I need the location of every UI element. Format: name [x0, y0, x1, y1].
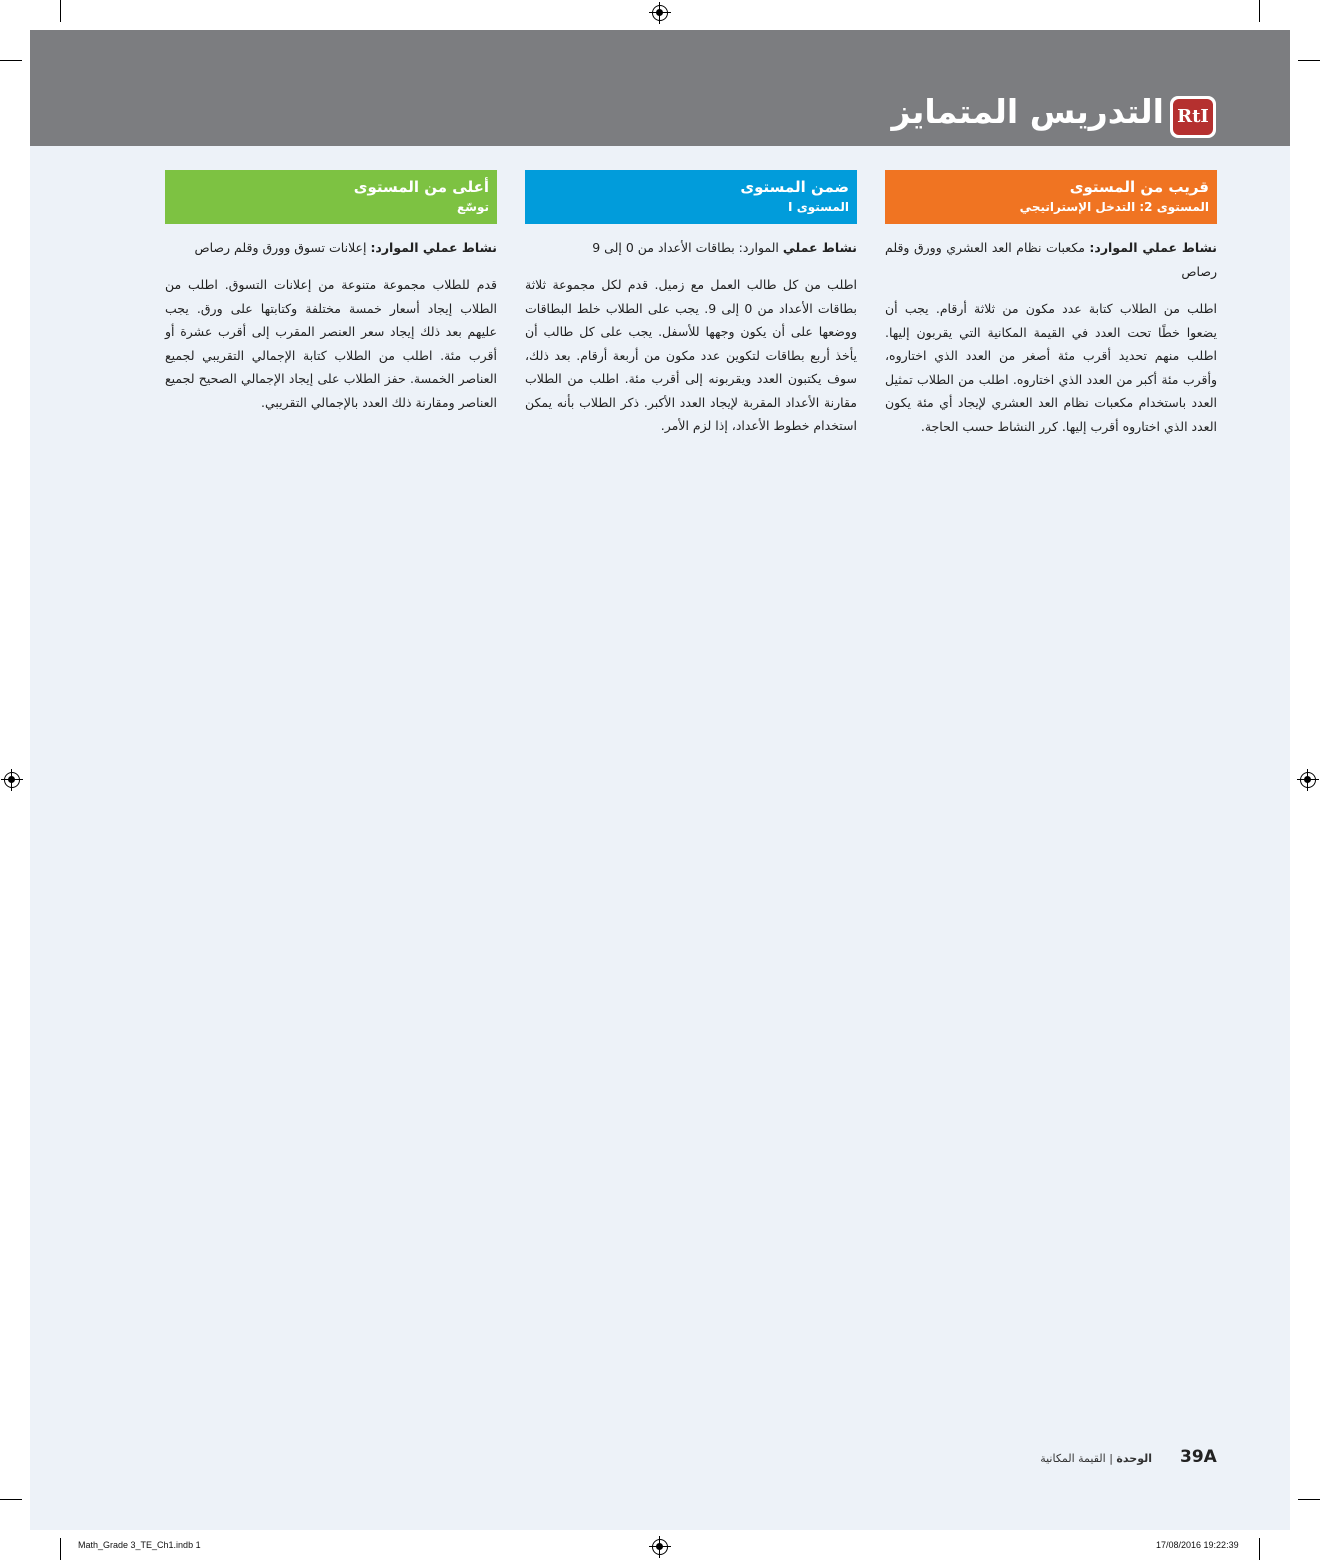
crop-mark: [1259, 1538, 1260, 1560]
rti-badge: [1170, 96, 1216, 138]
column-body: [525, 236, 857, 438]
activity-resources: إعلانات تسوق وورق وقلم رصاص: [194, 240, 371, 255]
column-header: [885, 170, 1217, 224]
column-approaching: [885, 170, 1217, 438]
activity-label: نشاط عملي الموارد:: [1089, 240, 1217, 255]
page-number: 39A: [1180, 1447, 1217, 1467]
column-title: ضمن المستوى: [740, 178, 849, 196]
activity-line: [885, 236, 1217, 284]
crop-mark: [60, 0, 61, 22]
activity-label: نشاط عملي: [782, 240, 857, 255]
unit-label: الوحدة: [1116, 1452, 1152, 1465]
column-subtitle: توسّع: [456, 200, 489, 214]
crop-mark: [0, 1499, 22, 1500]
activity-resources: مكعبات نظام العد العشري وورق وقلم رصاص: [885, 240, 1217, 279]
column-subtitle: المستوى I: [788, 200, 849, 214]
crop-mark: [0, 60, 22, 61]
column-body: [165, 236, 497, 414]
column-on-level: [525, 170, 857, 438]
crop-mark: [60, 1538, 61, 1560]
crop-mark: [1298, 60, 1320, 61]
column-header: [165, 170, 497, 224]
page-title: التدريس المتمايز: [891, 92, 1164, 131]
activity-resources: الموارد: بطاقات الأعداد من 0 إلى 9: [592, 240, 783, 255]
activity-description: قدم للطلاب مجموعة متنوعة من إعلانات التسوق. اطلب من الطلاب إيجاد أسعار خمسة مختلفة وكتابتها على ورق. يجب عليهم بعد ذلك إيجاد سعر العنصر المقرب إلى أقرب عشرة أو أقرب مئة. اطلب من الطلاب كتابة الإجمالي التقريبي لجميع العناصر الخمسة. حفز الطلاب على إيجاد الإجمالي الصحيح لجميع العناصر ومقارنة ذلك العدد بالإجمالي التقريبي.: [165, 277, 497, 410]
slug-file: Math_Grade 3_TE_Ch1.indb 1: [78, 1540, 201, 1550]
activity-label: نشاط عملي الموارد:: [370, 240, 497, 255]
column-beyond: [165, 170, 497, 414]
column-header: [525, 170, 857, 224]
crop-mark: [1259, 0, 1260, 22]
column-title: قريب من المستوى: [1069, 178, 1209, 196]
unit-title: القيمة المكانية: [1040, 1452, 1106, 1465]
crop-mark: [1298, 1499, 1320, 1500]
registration-mark-icon: [4, 772, 20, 788]
footer-unit: الوحدة | القيمة المكانية: [1040, 1452, 1152, 1465]
registration-mark-icon: [652, 1539, 668, 1555]
column-subtitle: المستوى 2: التدخل الإستراتيجي: [1019, 200, 1209, 214]
column-title: أعلى من المستوى: [353, 178, 489, 196]
activity-line: [525, 236, 857, 260]
registration-mark-icon: [1300, 772, 1316, 788]
column-body: [885, 236, 1217, 438]
activity-line: [165, 236, 497, 260]
activity-description: اطلب من الطلاب كتابة عدد مكون من ثلاثة أرقام. يجب أن يضعوا خطًا تحت العدد في القيمة المكانية التي يقربون إليها. اطلب منهم تحديد أقرب مئة أصغر من العدد الذي اختاروه، وأقرب مئة أكبر من العدد الذي اختاروه. اطلب من الطلاب تمثيل العدد باستخدام مكعبات نظام العد العشري لإيجاد أي مئة يكون العدد الذي اختاروه أقرب إليها. كرر النشاط حسب الحاجة.: [885, 301, 1217, 434]
activity-description: اطلب من كل طالب العمل مع زميل. قدم لكل مجموعة ثلاثة بطاقات الأعداد من 0 إلى 9. يجب على الطلاب خلط البطاقات ووضعها على أن يكون وجهها للأسفل. يجب على كل طالب أن يأخذ أربع بطاقات لتكوين عدد مكون من أربعة أرقام. بعد ذلك، سوف يكتبون العدد ويقربونه إلى أقرب مئة. اطلب من الطلاب مقارنة الأعداد المقربة لإيجاد العدد الأكبر. ذكر الطلاب بأنه يمكن استخدام خطوط الأعداد، إذا لزم الأمر.: [525, 277, 858, 433]
registration-mark-icon: [652, 5, 668, 21]
rti-badge-label: RtI: [1173, 99, 1213, 135]
slug-date: 17/08/2016 19:22:39: [1156, 1540, 1239, 1550]
